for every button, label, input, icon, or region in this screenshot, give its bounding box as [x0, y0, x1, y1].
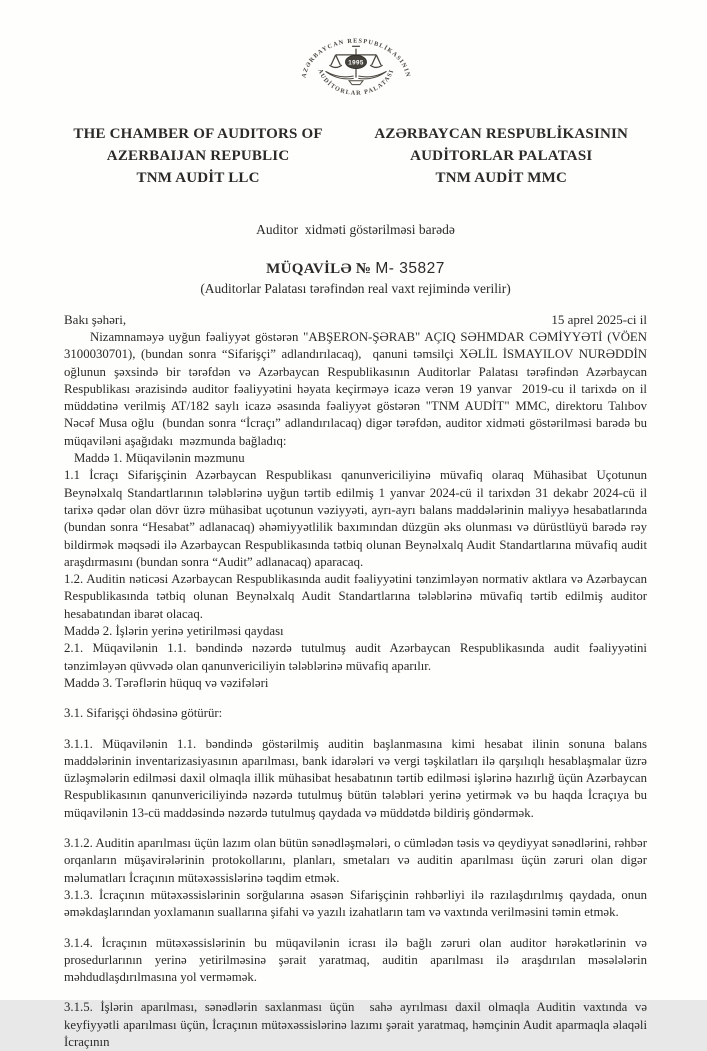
letterhead-english-line2: AZERBAIJAN REPUBLIC — [106, 148, 290, 164]
letterhead-azerbaijani-line1: AZƏRBAYCAN RESPUBLİKASININ — [374, 126, 629, 142]
issuance-note: (Auditorlar Palatası tərəfindən real vaxt rejimində verilir) — [200, 281, 511, 296]
clause-2-1: 2.1. Müqavilənin 1.1. bəndində nəzərdə tutulmuş audit Azərbaycan Respublikasında audit fəaliyyətini tənzimləyən qüvvədə olan qanunvericiliyin tələblərinə müvafiq aparılır. — [64, 641, 651, 673]
letterhead-azerbaijani — [356, 123, 648, 189]
letterhead-english — [64, 123, 332, 189]
auditors-chamber-seal — [64, 26, 647, 117]
contract-title-label: MÜQAVİLƏ № — [266, 261, 372, 277]
letterhead-english-line1: THE CHAMBER OF AUDITORS OF — [73, 126, 323, 142]
seal-year-text: 1995 — [347, 59, 364, 67]
article-3-heading: Maddə 3. Tərəflərin hüquq və vəzifələri — [64, 675, 269, 690]
clause-3-1-2: 3.1.2. Auditin aparılması üçün lazım olan bütün sənədləşmələri, o cümlədən təsis və qeydiyyat sənədlərini, rəhbər orqanların müşavirələrinin protokollarını, planları, smetaları və auditin aparılması üçün zəruri olan digər məlumatları İcraçının mütəxəssislərinə təqdim etmək. — [64, 836, 651, 885]
letterhead-english-line3: TNM AUDİT LLC — [136, 170, 260, 186]
seal-top-arc-text: AZƏRBAYCAN RESPUBLİKASININ — [299, 37, 412, 79]
clause-3-1: 3.1. Sifarişçi öhdəsinə götürür: — [64, 706, 223, 721]
clause-1-1: 1.1 İcraçı Sifarişçinin Azərbaycan Respublikası qanunvericiliyinə müvafiq olaraq Mühasibat Uçotunun Beynəlxalq Standartlarının tələblərinə uyğun tərtib edilmiş 1 yanvar 2024-cü il tarixdən 31 dekabr 2024-cü il tarixə qədər olan dövr üzrə mühasibat uçotunun vəziyyəti, ayrı-ayrı balans maddələrinin maliyyə hesabatlarında (bundan sonra “Hesabat” adlanacaq) əhəmiyyətlilik baxımından düzgün əks olunması və dürüstlüyü barədə rəy bildirmək məqsədi ilə Azərbaycan Respublikasında tətbiq olunan Beynəlxalq Audit Standartlarına müvafiq audit araşdırmasını (bundan sonra “Audit” adlanacaq) aparacaq. — [64, 468, 651, 569]
date-label: 15 aprel 2025-ci il — [551, 312, 647, 327]
seal-bottom-arc-text: AUDİTORLAR PALATASI — [315, 68, 395, 97]
city-label: Bakı şəhəri, — [64, 312, 127, 327]
article-1-heading: Maddə 1. Müqavilənin məzmunu — [74, 451, 245, 466]
contract-title — [64, 260, 647, 278]
clause-3-1-3: 3.1.3. İcraçının mütəxəssislərinin sorğularına əsasən Sifarişçinin rəhbərliyi ilə razılaşdırılmış qaydada, onun əməkdaşlarından yoxlamanın suallarına şifahi və yazılı izahatların tam və vaxtında verilməsini təmin etmək. — [64, 887, 651, 920]
article-2-heading: Maddə 2. İşlərin yerinə yetirilməsi qaydası — [64, 624, 284, 639]
letterhead-azerbaijani-line2: AUDİTORLAR PALATASI — [410, 148, 593, 164]
intro-paragraph: Nizamnaməyə uyğun fəaliyyət göstərən "ABŞERON-ŞƏRAB" AÇIQ SƏHMDAR CƏMİYYƏTİ (VÖEN 3100030701), (bundan sonra “Sifarişçi” adlandırılacaq), qanuni təmsilçi XƏLİL İSMAYILOV NURƏDDİN oğlunun şəxsində bir tərəfdən və Azərbaycan Respublikasının Auditorlar Palatası tərəfindən Azərbaycan Respublikası ərazisində auditor fəaliyyətini həyata keçirməyə icazə verən 19 yanvar 2019-cu il tarixdə on il müddətinə verilmiş AT/182 saylı icazə əsasında fəaliyyət göstərən "TNM AUDİT" MMC, direktoru Talıbov Nəcəf Musa oğlu (bundan sonra “İcraçı” adlandırılacaq) digər tərəfdən, auditor xidməti göstərilməsi barədə bu müqaviləni aşağıdakı məzmunda bağladıq: — [64, 330, 651, 448]
clause-3-1-4: 3.1.4. İcraçının mütəxəssislərinin bu müqavilənin icrası ilə bağlı zəruri olan auditor hərəkətlərinin və prosedurlarının yerinə yetirilməsinə şərait yaratmaq, auditin aparılması ilə araşdırılan məsələlərin məhdudlaşdırılmasına yol verməmək. — [64, 935, 651, 985]
letterhead-azerbaijani-line3: TNM AUDİT MMC — [435, 170, 567, 186]
clause-3-1-5: 3.1.5. İşlərin aparılması, sənədlərin saxlanması üçün sahə ayrılması daxil olmaqla Auditin vaxtında və keyfiyyətli aparılması üçün, İcraçının mütəxəssislərinə lazımı şərait yaratmaq, həmçinin Audit aparmaqla əlaqəli İcraçının — [64, 1000, 651, 1049]
seal-graphic — [297, 26, 415, 112]
document-subject: Auditor xidməti göstərilməsi barədə — [256, 222, 455, 237]
contract-number: M- 35827 — [375, 260, 445, 277]
clause-1-2: 1.2. Auditin nəticəsi Azərbaycan Respublikasında audit fəaliyyətini tənzimləyən normativ aktlara və Azərbaycan Respublikasında tətbiq olunan Beynəlxalq Audit Standartlarına tələblərinə müvafiq tərtib edilmiş auditor hesabatından ibarət olacaq. — [64, 572, 651, 621]
letterhead — [64, 123, 647, 189]
contract-body — [64, 329, 651, 1051]
clause-3-1-1: 3.1.1. Müqavilənin 1.1. bəndində göstərilmiş auditin başlanmasına kimi hesabat ilinin sonuna balans maddələrinin inventarizasiyasının aparılması, bank idarələri və vergi təşkilatları ilə qarşılıqlı hesablaşmalar üzrə üzləşmələrin edilməsi daxil olmaqla illik mühasibat hesabatının tərtib edilməsi işlərinə hazırlığ üçün Azərbaycan Respublikasının qanunvericiliyində nəzərdə tutulmuş bütün tələbləri yerinə yetirmək və bu haqda İcraçıya bu müqavilənin 13-cü maddəsində nəzərdə tutulmuş qaydada və müddətdə bildiriş göndərmək. — [64, 736, 651, 820]
meta-row — [64, 312, 647, 328]
